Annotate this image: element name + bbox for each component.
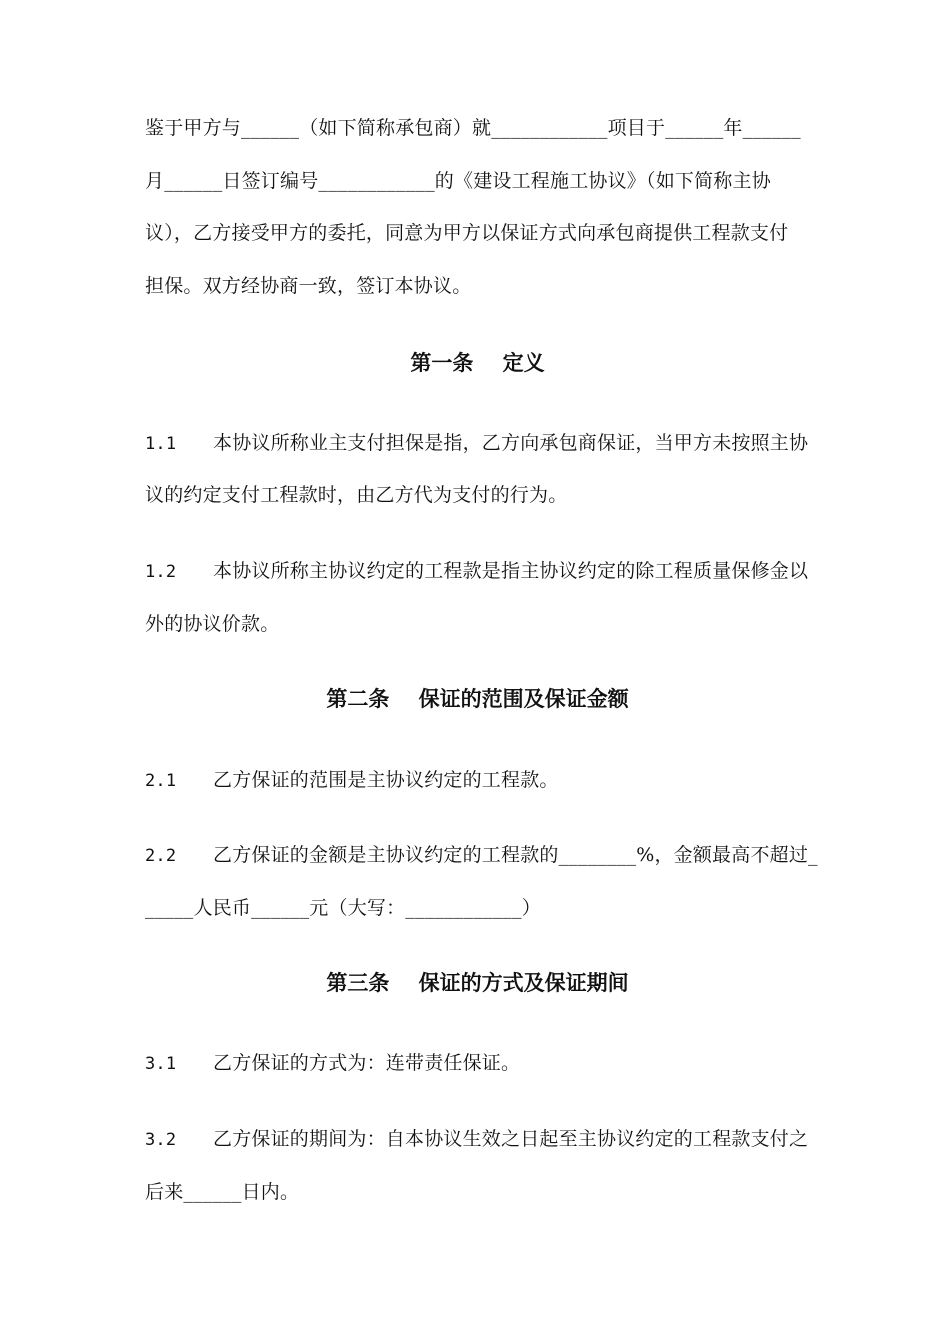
clause-number: 3.2 (145, 1130, 177, 1150)
clause-text: 乙方保证的金额是主协议约定的工程款的________%，金额最高不超过_ (213, 844, 818, 866)
clause-number: 1.1 (145, 434, 177, 454)
clause-text: 乙方保证的期间为：自本协议生效之日起至主协议约定的工程款支付之 (213, 1128, 809, 1150)
clause-1-1-line-1 (145, 430, 810, 457)
clause-text: 本协议所称主协议约定的工程款是指主协议约定的除工程质量保修金以 (213, 560, 809, 582)
clause-number: 1.2 (145, 562, 177, 582)
clause-3-1-line-1 (145, 1050, 810, 1077)
clause-text: 本协议所称业主支付担保是指，乙方向承包商保证，当甲方未按照主协 (213, 432, 809, 454)
intro-line-2: 月______日签订编号____________的《建设工程施工协议》（如下简称主协 (145, 170, 771, 192)
intro-line-3: 议），乙方接受甲方的委托，同意为甲方以保证方式向承包商提供工程款支付 (145, 222, 789, 244)
clause-text: 乙方保证的方式为：连带责任保证。 (213, 1052, 521, 1074)
intro-line-1: 鉴于甲方与______（如下简称承包商）就____________项目于______年______ (145, 117, 801, 139)
clause-2-2-line-1 (145, 842, 818, 869)
clause-text: 乙方保证的范围是主协议约定的工程款。 (213, 769, 559, 791)
clause-2-1-line-1 (145, 767, 810, 794)
clause-1-2-line-2: 外的协议价款。 (145, 613, 280, 635)
article-1-title: 第一条 定义 (410, 351, 545, 375)
intro-line-4: 担保。双方经协商一致，签订本协议。 (145, 275, 472, 297)
clause-2-2-line-2: _____人民币______元（大写：____________） (145, 897, 541, 919)
clause-1-2-line-1 (145, 558, 810, 585)
article-2-title: 第二条 保证的范围及保证金额 (326, 687, 629, 711)
clause-number: 3.1 (145, 1054, 177, 1074)
article-3-title: 第三条 保证的方式及保证期间 (326, 971, 629, 995)
clause-1-1-line-2: 议的约定支付工程款时，由乙方代为支付的行为。 (145, 484, 568, 506)
clause-3-2-line-1 (145, 1126, 810, 1153)
clause-number: 2.2 (145, 846, 177, 866)
clause-number: 2.1 (145, 771, 177, 791)
clause-3-2-line-2: 后来______日内。 (145, 1181, 300, 1203)
